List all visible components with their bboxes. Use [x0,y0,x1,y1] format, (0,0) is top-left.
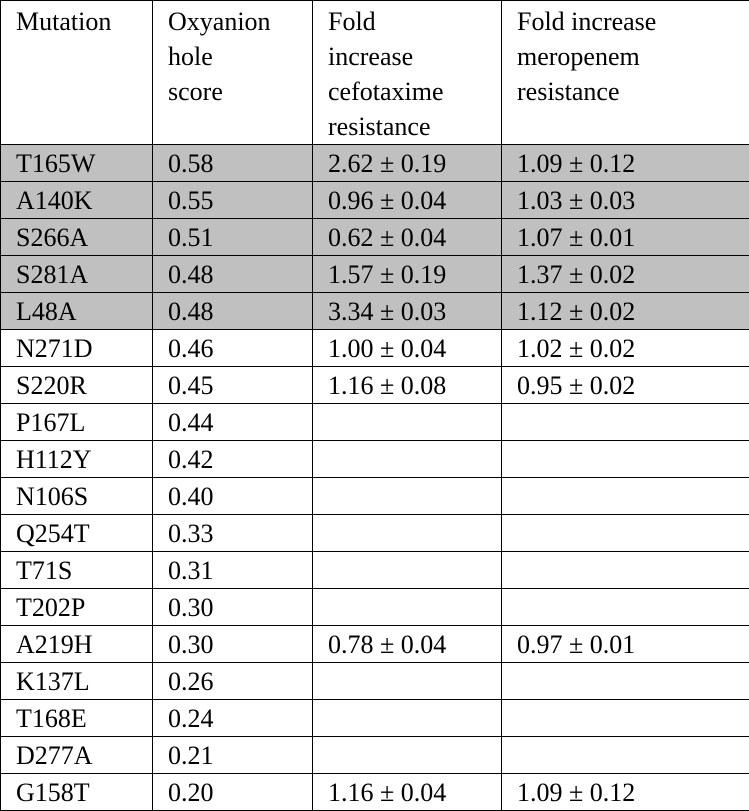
header-meropenem-resistance: Fold increase meropenem resistance [502,1,749,145]
table-row [1,626,749,663]
table-row [1,700,749,737]
oxyanion-score-cell: 0.55 [153,182,313,219]
table-row [1,774,749,811]
cefotaxime-resistance-cell: 1.16 ± 0.04 [313,774,502,811]
meropenem-resistance-cell: 1.37 ± 0.02 [502,256,749,293]
mutation-cell: S281A [1,256,153,293]
oxyanion-score-cell: 0.48 [153,256,313,293]
table-row [1,737,749,774]
meropenem-resistance-cell: 1.07 ± 0.01 [502,219,749,256]
mutation-cell: T202P [1,589,153,626]
meropenem-resistance-cell: 0.97 ± 0.01 [502,626,749,663]
cefotaxime-resistance-cell: 0.62 ± 0.04 [313,219,502,256]
oxyanion-score-cell: 0.24 [153,700,313,737]
oxyanion-score-cell: 0.46 [153,330,313,367]
cefotaxime-resistance-cell: 1.57 ± 0.19 [313,256,502,293]
mutation-cell: K137L [1,663,153,700]
mutation-cell: S220R [1,367,153,404]
table-body [1,145,749,811]
table-row [1,404,749,441]
table-row [1,330,749,367]
table-row [1,367,749,404]
cefotaxime-resistance-cell: 0.96 ± 0.04 [313,182,502,219]
mutation-cell: D277A [1,737,153,774]
table-row [1,552,749,589]
cefotaxime-resistance-cell [313,589,502,626]
oxyanion-score-cell: 0.45 [153,367,313,404]
cefotaxime-resistance-cell [313,552,502,589]
cefotaxime-resistance-cell [313,515,502,552]
mutation-cell: A140K [1,182,153,219]
table-row [1,441,749,478]
table-row [1,182,749,219]
mutation-cell: P167L [1,404,153,441]
oxyanion-score-cell: 0.48 [153,293,313,330]
table-row [1,293,749,330]
mutation-cell: N106S [1,478,153,515]
mutation-cell: N271D [1,330,153,367]
cefotaxime-resistance-cell [313,478,502,515]
cefotaxime-resistance-cell [313,663,502,700]
oxyanion-score-cell: 0.42 [153,441,313,478]
meropenem-resistance-cell [502,478,749,515]
meropenem-resistance-cell [502,700,749,737]
mutation-cell: G158T [1,774,153,811]
mutation-cell: A219H [1,626,153,663]
oxyanion-score-cell: 0.40 [153,478,313,515]
table-row [1,256,749,293]
oxyanion-score-cell: 0.51 [153,219,313,256]
cefotaxime-resistance-cell [313,441,502,478]
mutation-cell: S266A [1,219,153,256]
meropenem-resistance-cell [502,441,749,478]
cefotaxime-resistance-cell [313,737,502,774]
oxyanion-score-cell: 0.33 [153,515,313,552]
meropenem-resistance-cell [502,737,749,774]
oxyanion-score-cell: 0.26 [153,663,313,700]
meropenem-resistance-cell: 1.12 ± 0.02 [502,293,749,330]
meropenem-resistance-cell: 1.09 ± 0.12 [502,145,749,182]
oxyanion-score-cell: 0.58 [153,145,313,182]
table-row [1,478,749,515]
cefotaxime-resistance-cell: 1.00 ± 0.04 [313,330,502,367]
cefotaxime-resistance-cell: 3.34 ± 0.03 [313,293,502,330]
table-row [1,145,749,182]
oxyanion-score-cell: 0.44 [153,404,313,441]
oxyanion-score-cell: 0.21 [153,737,313,774]
mutation-cell: T168E [1,700,153,737]
meropenem-resistance-cell [502,515,749,552]
oxyanion-score-cell: 0.30 [153,626,313,663]
table-row [1,219,749,256]
meropenem-resistance-cell: 1.03 ± 0.03 [502,182,749,219]
mutation-cell: H112Y [1,441,153,478]
meropenem-resistance-cell: 1.02 ± 0.02 [502,330,749,367]
header-row [1,1,749,145]
cefotaxime-resistance-cell [313,404,502,441]
cefotaxime-resistance-cell: 1.16 ± 0.08 [313,367,502,404]
header-cefotaxime-resistance: Fold increase cefotaxime resistance [313,1,502,145]
mutation-cell: Q254T [1,515,153,552]
oxyanion-score-cell: 0.31 [153,552,313,589]
oxyanion-score-cell: 0.30 [153,589,313,626]
cefotaxime-resistance-cell [313,700,502,737]
cefotaxime-resistance-cell: 2.62 ± 0.19 [313,145,502,182]
cefotaxime-resistance-cell: 0.78 ± 0.04 [313,626,502,663]
table-row [1,589,749,626]
meropenem-resistance-cell [502,404,749,441]
meropenem-resistance-cell [502,663,749,700]
meropenem-resistance-cell [502,589,749,626]
mutation-cell: L48A [1,293,153,330]
table-row [1,515,749,552]
mutation-cell: T71S [1,552,153,589]
meropenem-resistance-cell [502,552,749,589]
oxyanion-score-cell: 0.20 [153,774,313,811]
mutation-cell: T165W [1,145,153,182]
table-row [1,663,749,700]
meropenem-resistance-cell: 0.95 ± 0.02 [502,367,749,404]
meropenem-resistance-cell: 1.09 ± 0.12 [502,774,749,811]
header-mutation: Mutation [1,1,153,145]
header-oxyanion-hole-score: Oxyanion hole score [153,1,313,145]
